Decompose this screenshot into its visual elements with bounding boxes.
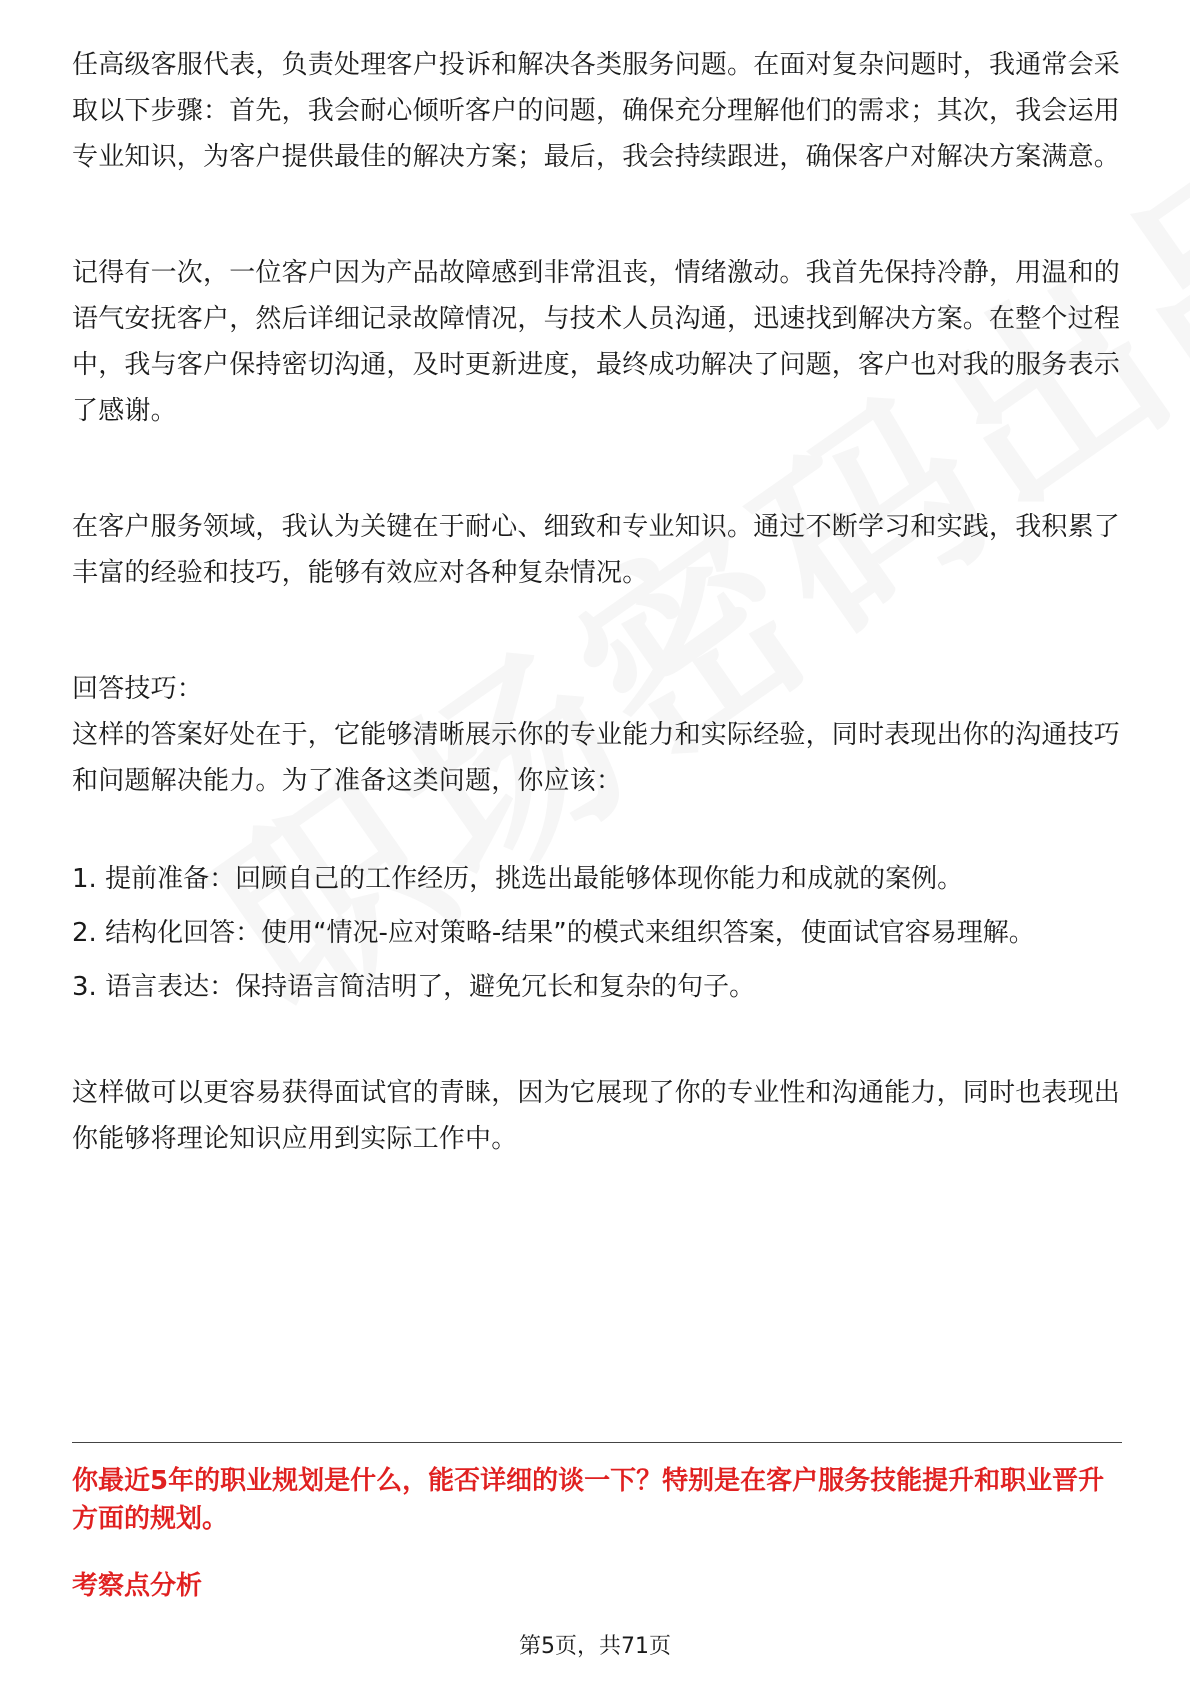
interview-question: 你最近5年的职业规划是什么，能否详细的谈一下？特别是在客户服务技能提升和职业晋升方面的规划。 [72, 1466, 1105, 1534]
tips-list [72, 856, 1122, 1010]
page-footer: 第5页，共71页 [519, 1634, 671, 1659]
main-content [72, 42, 1122, 1162]
list-item: 1. 提前准备：回顾自己的工作经历，挑选出最能够体现你能力和成就的案例。 [72, 864, 964, 894]
tips-intro-paragraph: 这样的答案好处在于，它能够清晰展示你的专业能力和实际经验，同时表现出你的沟通技巧和问题解决能力。为了准备这类问题，你应该： [72, 720, 1121, 796]
summary-paragraph: 这样做可以更容易获得面试官的青睐，因为它展现了你的专业性和沟通能力，同时也表现出你能够将理论知识应用到实际工作中。 [72, 1078, 1121, 1154]
answer-paragraph-1: 任高级客服代表，负责处理客户投诉和解决各类服务问题。在面对复杂问题时，我通常会采取以下步骤：首先，我会耐心倾听客户的问题，确保充分理解他们的需求；其次，我会运用专业知识，为客户提供最佳的解决方案；最后，我会持续跟进，确保客户对解决方案满意。 [72, 50, 1121, 172]
list-item: 3. 语言表达：保持语言简洁明了，避免冗长和复杂的句子。 [72, 972, 756, 1002]
answer-paragraph-3: 在客户服务领域，我认为关键在于耐心、细致和专业知识。通过不断学习和实践，我积累了丰富的经验和技巧，能够有效应对各种复杂情况。 [72, 512, 1121, 588]
section-heading: 考察点分析 [72, 1571, 203, 1601]
list-item: 2. 结构化回答：使用“情况-应对策略-结果”的模式来组织答案，使面试官容易理解。 [72, 918, 1035, 948]
answer-paragraph-2: 记得有一次，一位客户因为产品故障感到非常沮丧，情绪激动。我首先保持冷静，用温和的语气安抚客户，然后详细记录故障情况，与技术人员沟通，迅速找到解决方案。在整个过程中，我与客户保持密切沟通，及时更新进度，最终成功解决了问题，客户也对我的服务表示了感谢。 [72, 258, 1121, 426]
tips-label: 回答技巧： [72, 674, 204, 704]
section-divider [72, 1442, 1122, 1443]
